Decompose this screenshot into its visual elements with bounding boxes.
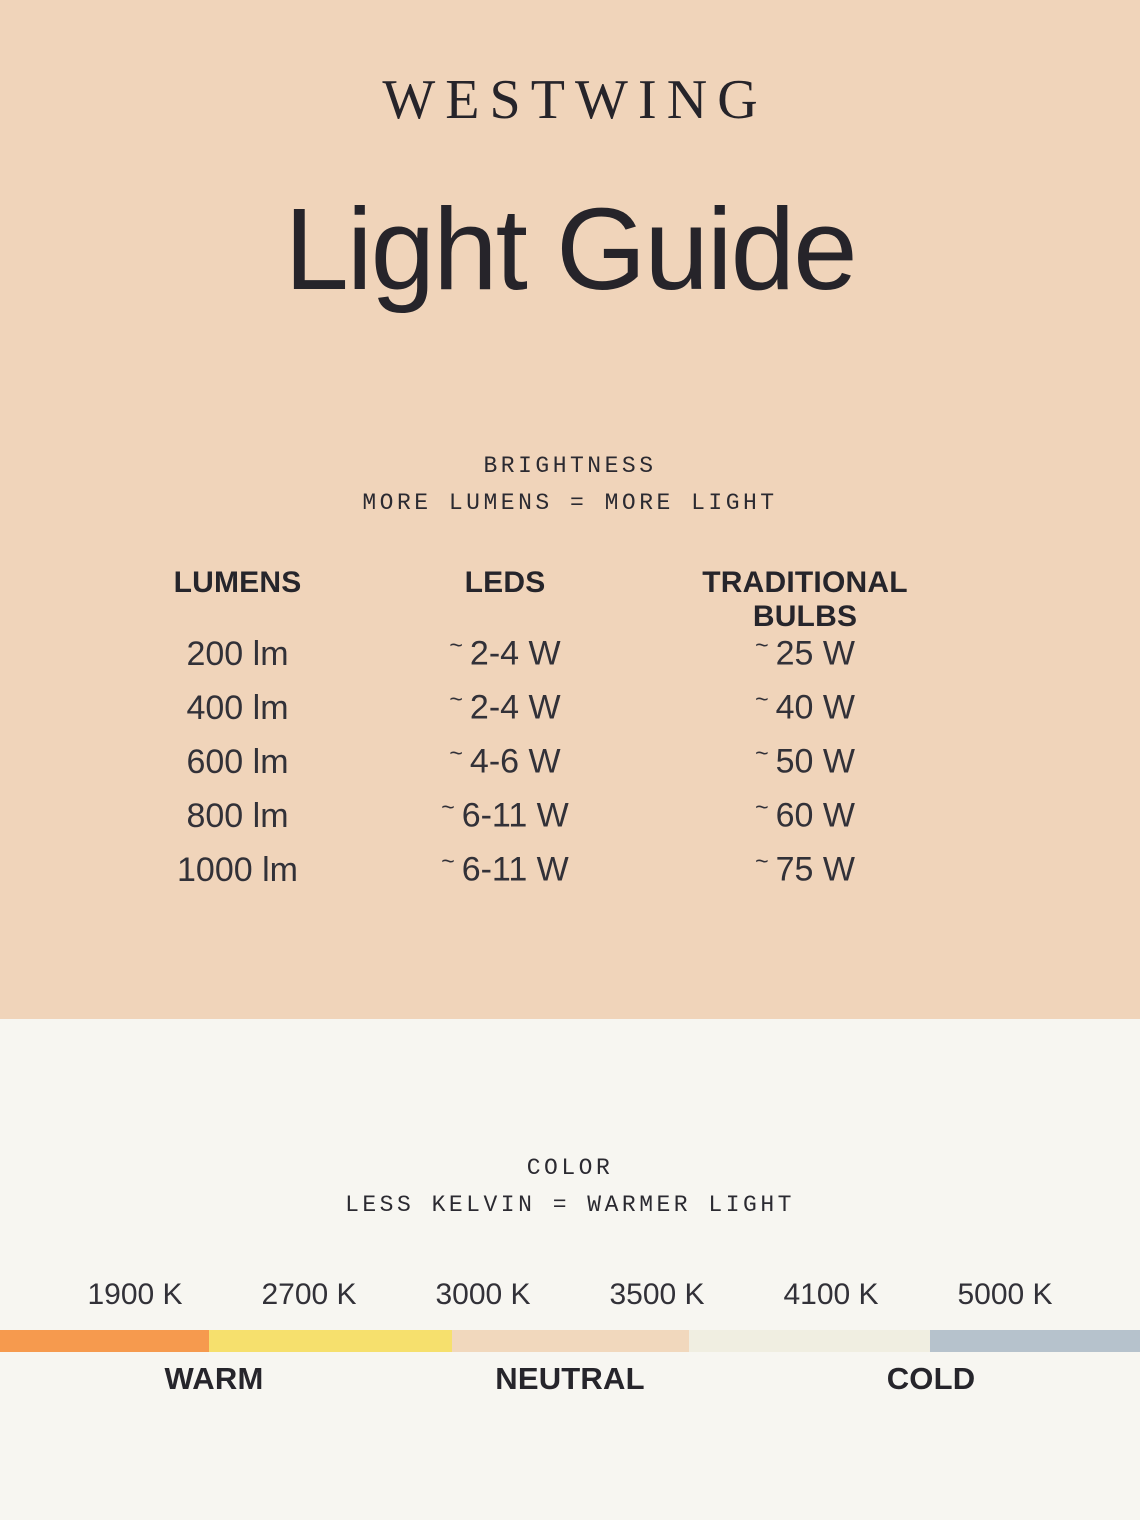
- approx-tilde: ~: [449, 632, 463, 658]
- approx-tilde: ~: [755, 848, 769, 874]
- color-temperature-section: [0, 1019, 1140, 1520]
- leds-watts: 4-6 W: [469, 742, 561, 781]
- scale-segment-neutral-cream: [689, 1330, 930, 1352]
- table-row: [120, 794, 955, 848]
- traditional-value: [655, 740, 955, 782]
- leds-watts: 2-4 W: [469, 688, 561, 727]
- traditional-watts: 75 W: [775, 850, 855, 889]
- leds-value: [355, 740, 655, 782]
- table-row: [120, 848, 955, 902]
- traditional-value: [655, 686, 955, 728]
- kelvin-label-2700: 2700 K: [261, 1278, 357, 1311]
- leds-value: [355, 848, 655, 890]
- label-warm: WARM: [164, 1361, 264, 1396]
- column-header-traditional-bulbs: TRADITIONAL BULBS: [702, 566, 908, 633]
- traditional-watts: 50 W: [775, 742, 855, 781]
- table-header-row: [120, 566, 955, 632]
- column-header-leds: LEDS: [464, 566, 546, 599]
- lumens-value: 200 lm: [186, 634, 289, 673]
- traditional-value: [655, 632, 955, 674]
- scale-segment-neutral-peach: [452, 1330, 689, 1352]
- brand-logo: WESTWING: [382, 69, 768, 131]
- leds-value: [355, 686, 655, 728]
- leds-value: [355, 794, 655, 836]
- approx-tilde: ~: [449, 740, 463, 766]
- table-row: [120, 740, 955, 794]
- page-title: Light Guide: [284, 184, 856, 314]
- lumens-value: 1000 lm: [177, 850, 298, 889]
- color-heading: COLOR: [526, 1155, 614, 1181]
- label-neutral: NEUTRAL: [495, 1361, 645, 1396]
- scale-segment-warm-orange: [0, 1330, 209, 1352]
- scale-segment-cold-gray: [930, 1330, 1140, 1352]
- approx-tilde: ~: [755, 686, 769, 712]
- column-header-lumens: LUMENS: [173, 566, 302, 599]
- kelvin-labels-row: [0, 1278, 1140, 1312]
- kelvin-label-3500: 3500 K: [609, 1278, 705, 1311]
- traditional-watts: 25 W: [775, 634, 855, 673]
- kelvin-label-5000: 5000 K: [957, 1278, 1053, 1311]
- approx-tilde: ~: [755, 794, 769, 820]
- approx-tilde: ~: [441, 794, 455, 820]
- leds-watts: 2-4 W: [469, 634, 561, 673]
- brightness-heading: BRIGHTNESS: [483, 453, 657, 479]
- kelvin-label-3000: 3000 K: [435, 1278, 531, 1311]
- leds-watts: 6-11 W: [461, 850, 569, 889]
- color-temperature-scale-bar: [0, 1330, 1140, 1352]
- leds-watts: 6-11 W: [461, 796, 569, 835]
- temperature-labels-row: [0, 1361, 1140, 1401]
- table-row: [120, 686, 955, 740]
- label-cold: COLD: [886, 1361, 976, 1396]
- traditional-watts: 60 W: [775, 796, 855, 835]
- lumens-value: 600 lm: [186, 742, 289, 781]
- approx-tilde: ~: [755, 632, 769, 658]
- scale-segment-warm-yellow: [209, 1330, 452, 1352]
- kelvin-label-4100: 4100 K: [783, 1278, 879, 1311]
- kelvin-label-1900: 1900 K: [87, 1278, 183, 1311]
- table-row: [120, 632, 955, 686]
- approx-tilde: ~: [441, 848, 455, 874]
- traditional-value: [655, 794, 955, 836]
- traditional-watts: 40 W: [775, 688, 855, 727]
- leds-value: [355, 632, 655, 674]
- color-subheading: LESS KELVIN = WARMER LIGHT: [345, 1192, 795, 1218]
- approx-tilde: ~: [449, 686, 463, 712]
- traditional-value: [655, 848, 955, 890]
- approx-tilde: ~: [755, 740, 769, 766]
- brightness-subheading: MORE LUMENS = MORE LIGHT: [362, 490, 778, 516]
- lumens-wattage-table: [120, 566, 955, 902]
- brightness-heading-block: [0, 448, 1140, 522]
- color-heading-block: [0, 1150, 1140, 1224]
- lumens-value: 400 lm: [186, 688, 289, 727]
- lumens-value: 800 lm: [186, 796, 289, 835]
